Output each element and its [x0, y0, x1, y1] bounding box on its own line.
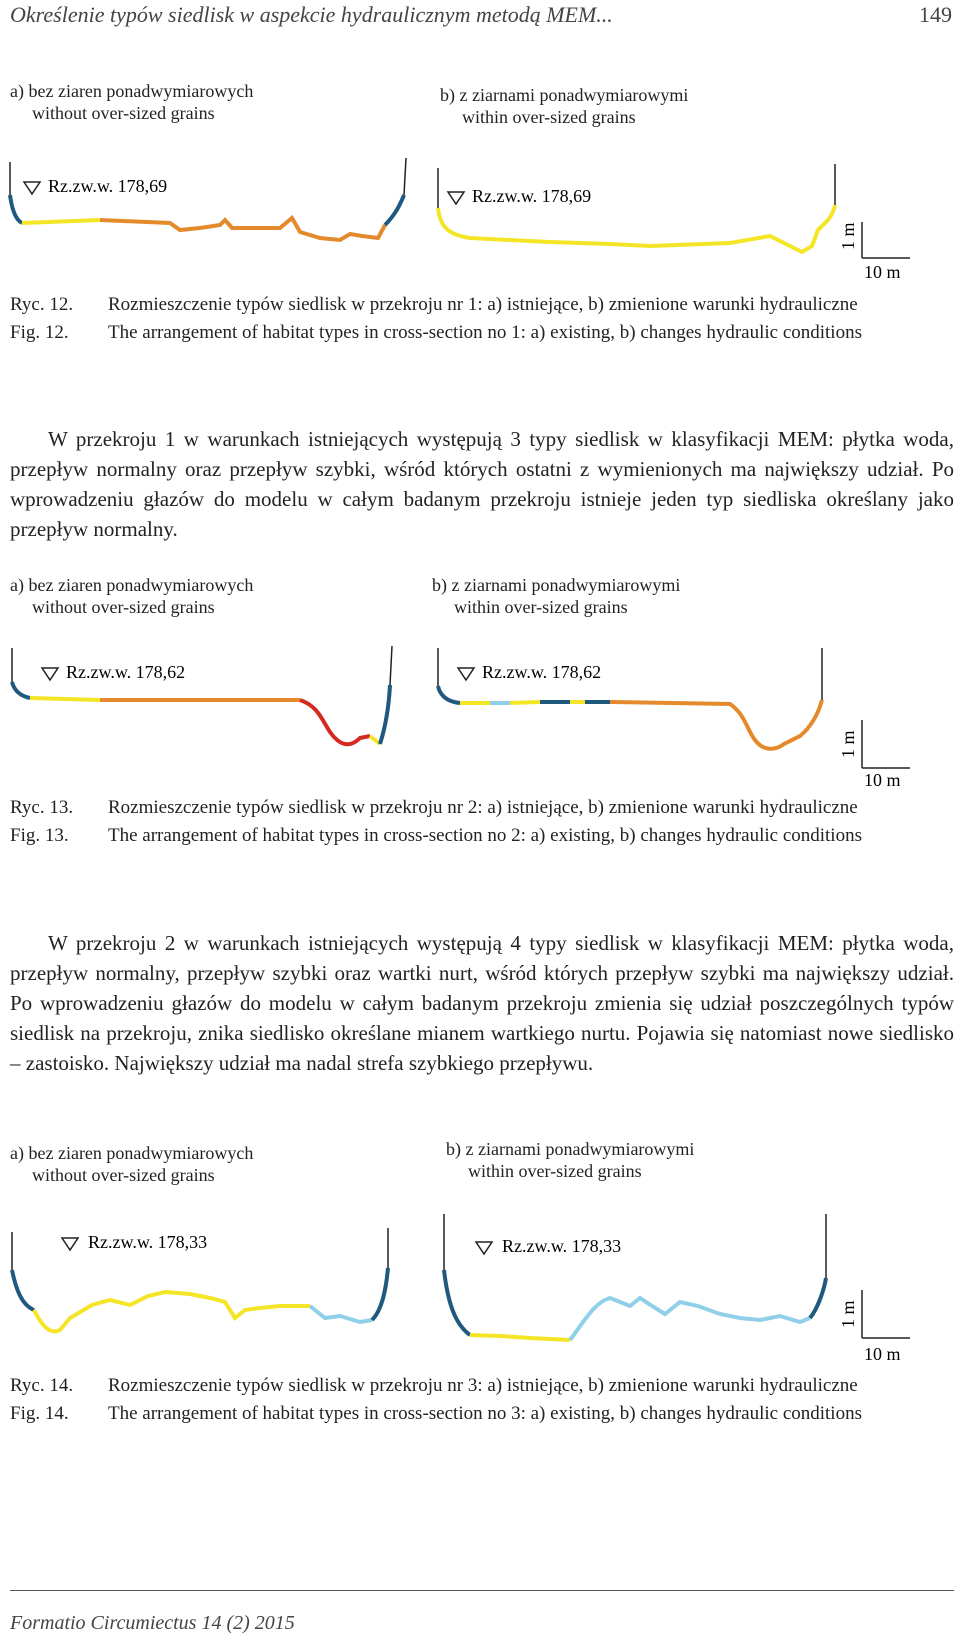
- water-level-label: Rz.zw.w. 178,33: [502, 1236, 622, 1256]
- fig13-cross-section-b: [430, 640, 960, 790]
- habitat-segment: [810, 1278, 826, 1318]
- habitat-segment: [12, 1270, 34, 1310]
- water-level-label: Rz.zw.w. 178,69: [472, 186, 592, 206]
- water-level-label: Rz.zw.w. 178,62: [66, 662, 186, 682]
- label-b-pl: b) z ziarnami ponadwymiarowymi: [440, 85, 689, 105]
- water-level-marker-icon: [42, 668, 58, 680]
- label-b-en: within over-sized grains: [468, 1161, 642, 1181]
- caption-number: Ryc. 13.: [10, 797, 74, 818]
- label-a-en: without over-sized grains: [32, 103, 215, 123]
- caption-text: Rozmieszczenie typów siedlisk w przekroju nr 3: a) istniejące, b) zmienione warunki hydrauliczne: [108, 1375, 858, 1396]
- fig12-caption: [10, 291, 950, 347]
- caption-en: [10, 319, 950, 347]
- fig12-label-a: [10, 80, 253, 124]
- water-level-marker-icon: [62, 1238, 78, 1250]
- water-level-label: Rz.zw.w. 178,62: [482, 662, 602, 682]
- label-a-pl: a) bez ziaren ponadwymiarowych: [10, 575, 254, 595]
- caption-text: Rozmieszczenie typów siedlisk w przekroju nr 1: a) istniejące, b) zmienione warunki hydrauliczne: [108, 294, 858, 315]
- fig13-label-a: [10, 574, 253, 618]
- running-footer: Formatio Circumiectus 14 (2) 2015: [10, 1612, 295, 1634]
- habitat-segment: [470, 1335, 570, 1340]
- fig12-cross-section-b: [430, 150, 960, 290]
- caption-en: [10, 1400, 950, 1428]
- page-number: 149: [919, 2, 952, 27]
- water-level-label: Rz.zw.w. 178,69: [48, 176, 168, 196]
- caption-number: Fig. 14.: [10, 1403, 69, 1424]
- fig14-caption: [10, 1372, 950, 1428]
- fig14-cross-section-b: [430, 1210, 960, 1370]
- label-b-en: within over-sized grains: [454, 597, 628, 617]
- habitat-segment: [385, 195, 404, 225]
- habitat-segment: [438, 205, 835, 252]
- scale-vertical-label: 1 m: [838, 730, 858, 758]
- scale-vertical-label: 1 m: [838, 1300, 858, 1328]
- footer-rule: [10, 1590, 954, 1591]
- habitat-segment: [444, 1270, 470, 1335]
- caption-pl: [10, 794, 950, 822]
- habitat-segment: [372, 1268, 388, 1320]
- caption-text: The arrangement of habitat types in cross-section no 2: a) existing, b) changes hydraulic conditions: [108, 825, 862, 846]
- habitat-segment: [300, 700, 370, 744]
- label-a-pl: a) bez ziaren ponadwymiarowych: [10, 1143, 254, 1163]
- caption-pl: [10, 291, 950, 319]
- habitat-segment: [510, 702, 540, 703]
- label-a-pl: a) bez ziaren ponadwymiarowych: [10, 81, 254, 101]
- scale-vertical-label: 1 m: [838, 222, 858, 250]
- habitat-segment: [22, 220, 100, 223]
- caption-number: Ryc. 14.: [10, 1375, 74, 1396]
- water-level-marker-icon: [476, 1242, 492, 1254]
- water-level-label: Rz.zw.w. 178,33: [88, 1232, 208, 1252]
- label-b-pl: b) z ziarnami ponadwymiarowymi: [432, 575, 681, 595]
- fig13-caption: [10, 794, 950, 850]
- habitat-segment: [12, 682, 30, 698]
- bank-line: [390, 646, 392, 685]
- fig14-label-b: [446, 1138, 694, 1182]
- scale-horizontal-label: 10 m: [864, 1344, 901, 1364]
- habitat-segment: [10, 195, 22, 223]
- caption-text: The arrangement of habitat types in cross-section no 1: a) existing, b) changes hydraulic conditions: [108, 322, 862, 343]
- habitat-segment: [438, 686, 460, 703]
- label-b-pl: b) z ziarnami ponadwymiarowymi: [446, 1139, 695, 1159]
- habitat-segment: [570, 1298, 810, 1340]
- fig14-cross-section-a: [0, 1210, 430, 1350]
- scale-horizontal-label: 10 m: [864, 262, 901, 282]
- fig13-label-b: [432, 574, 680, 618]
- water-level-marker-icon: [448, 192, 464, 204]
- label-a-en: without over-sized grains: [32, 597, 215, 617]
- label-b-en: within over-sized grains: [462, 107, 636, 127]
- habitat-segment: [34, 1292, 310, 1331]
- fig12-cross-section-a: [0, 150, 430, 260]
- scale-horizontal-label: 10 m: [864, 770, 901, 790]
- caption-pl: [10, 1372, 950, 1400]
- fig12-label-b: [440, 84, 688, 128]
- habitat-segment: [30, 698, 100, 700]
- bank-line: [404, 158, 406, 195]
- fig14-label-a: [10, 1142, 253, 1186]
- caption-text: The arrangement of habitat types in cross-section no 3: a) existing, b) changes hydraulic conditions: [108, 1403, 862, 1424]
- fig13-cross-section-a: [0, 640, 430, 770]
- caption-text: Rozmieszczenie typów siedlisk w przekroju nr 2: a) istniejące, b) zmienione warunki hydrauliczne: [108, 797, 858, 818]
- running-header: Określenie typów siedlisk w aspekcie hydraulicznym metodą MEM...: [10, 2, 613, 27]
- body-paragraph: W przekroju 1 w warunkach istniejących występują 3 typy siedlisk w klasyfikacji MEM: płytka woda, przepływ normalny oraz przepływ szybki, wśród których ostatni z wymienionych ma największy udział. Po wprowadzeniu głazów do modelu w całym badanym przekroju istnieje jeden typ siedliska określany jako przepływ normalny.: [10, 427, 954, 541]
- caption-en: [10, 822, 950, 850]
- habitat-segment: [310, 1306, 372, 1322]
- habitat-segment: [610, 700, 822, 749]
- caption-number: Fig. 12.: [10, 322, 69, 343]
- label-a-en: without over-sized grains: [32, 1165, 215, 1185]
- habitat-segment: [100, 218, 385, 240]
- habitat-segment: [380, 685, 390, 744]
- water-level-marker-icon: [458, 668, 474, 680]
- body-paragraph: W przekroju 2 w warunkach istniejących występują 4 typy siedlisk w klasyfikacji MEM: płytka woda, przepływ normalny, przepływ szybki oraz wartki nurt, wśród których przepływ szybki ma największy udział. Po wprowadzeniu głazów do modelu w całym badanym przekroju zmienia się udział poszczególnych typów siedlisk na przekroju, znika siedlisko określane mianem wartkiego nurtu. Pojawia się natomiast nowe siedlisko – zastoisko. Największy udział ma nadal strefa szybkiego przepływu.: [10, 931, 954, 1075]
- caption-number: Ryc. 12.: [10, 294, 74, 315]
- water-level-marker-icon: [24, 182, 40, 194]
- caption-number: Fig. 13.: [10, 825, 69, 846]
